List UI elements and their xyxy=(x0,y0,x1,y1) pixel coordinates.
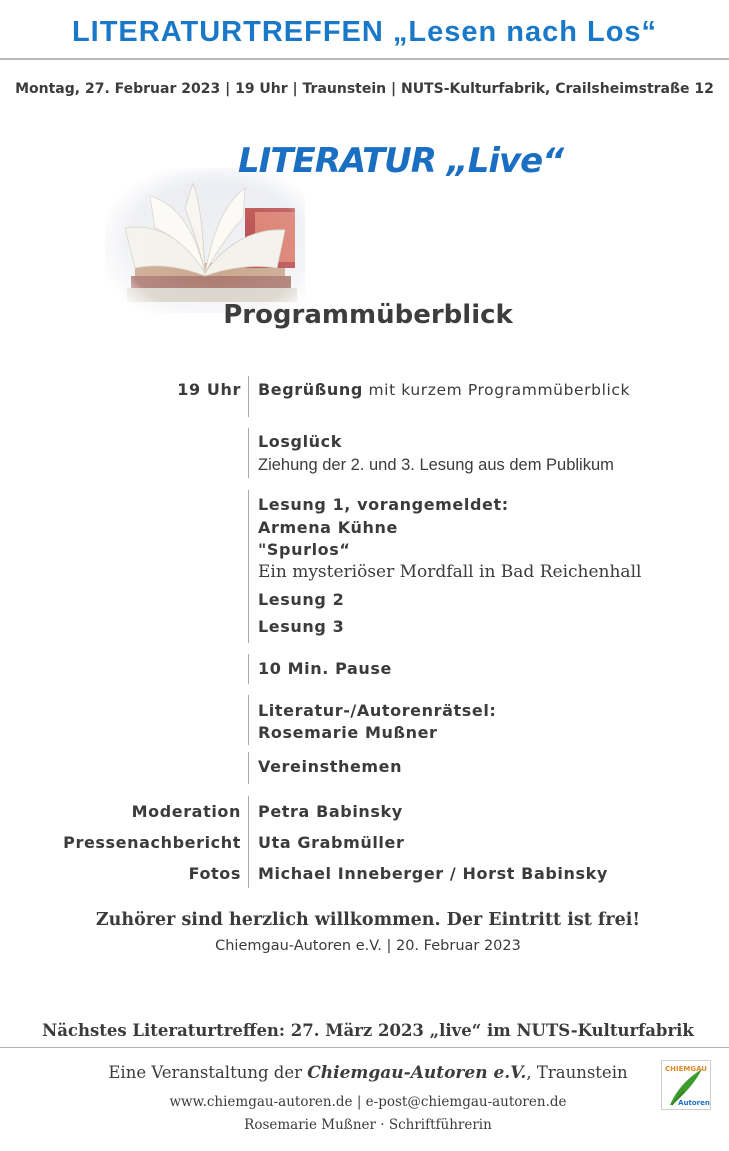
separator-line xyxy=(248,752,249,784)
logo-top-text: CHIEMGAU xyxy=(665,1065,707,1073)
separator-line xyxy=(248,796,249,888)
credit-value: Uta Grabmüller xyxy=(258,833,405,852)
separator-line xyxy=(248,695,249,745)
separator-line xyxy=(248,376,249,417)
organization-date: Chiemgau-Autoren e.V. | 20. Februar 2023 xyxy=(215,938,521,954)
credit-label: Fotos xyxy=(188,864,241,883)
separator-line xyxy=(248,490,249,643)
quill-icon xyxy=(662,1061,710,1109)
program-heading: Programmüberblick xyxy=(223,300,513,330)
organizer-suffix: , Traunstein xyxy=(526,1063,628,1082)
credit-label: Moderation xyxy=(131,802,241,821)
reading2-title: Lesung 2 xyxy=(258,590,345,609)
chiemgau-autoren-logo xyxy=(661,1060,711,1110)
reading1-work: "Spurlos“ xyxy=(258,540,351,559)
quiz-title: Literatur-/Autorenrätsel: xyxy=(258,701,497,720)
start-time: 19 Uhr xyxy=(177,380,241,399)
welcome-entry xyxy=(258,380,630,399)
organizer-name: Chiemgau-Autoren e.V. xyxy=(307,1063,527,1083)
welcome-bold: Begrüßung xyxy=(258,380,363,399)
losglueck-description: Ziehung der 2. und 3. Lesung aus dem Publikum xyxy=(258,456,614,474)
club-topics-entry: Vereinsthemen xyxy=(258,757,403,776)
separator-line xyxy=(248,654,249,684)
open-book-image xyxy=(105,168,305,313)
reading1-title: Lesung 1, vorangemeldet: xyxy=(258,495,509,514)
header-divider xyxy=(0,58,729,60)
credit-label: Pressenachbericht xyxy=(63,833,241,852)
reading1-author: Armena Kühne xyxy=(258,518,398,537)
credit-value: Michael Inneberger / Horst Babinsky xyxy=(258,864,608,883)
reading3-title: Lesung 3 xyxy=(258,617,345,636)
event-details: Montag, 27. Februar 2023 | 19 Uhr | Traunstein | NUTS-Kulturfabrik, Crailsheimstraße 12 xyxy=(15,81,714,97)
contact-links: www.chiemgau-autoren.de | e-post@chiemgau-autoren.de xyxy=(169,1094,567,1110)
organizer-line xyxy=(0,1063,729,1083)
credit-value: Petra Babinsky xyxy=(258,802,403,821)
pause-entry: 10 Min. Pause xyxy=(258,659,392,678)
separator-line xyxy=(248,428,249,478)
logo-bottom-text: Autoren xyxy=(678,1099,710,1107)
losglueck-title: Losglück xyxy=(258,432,342,451)
organizer-prefix: Eine Veranstaltung der xyxy=(108,1063,308,1082)
quiz-host: Rosemarie Mußner xyxy=(258,723,438,742)
footer-divider xyxy=(0,1047,729,1048)
literatur-live-logo-text: LITERATUR „Live“ xyxy=(238,141,564,181)
next-meeting-note: Nächstes Literaturtreffen: 27. März 2023 „live“ im NUTS-Kulturfabrik xyxy=(42,1021,694,1040)
secretary-line: Rosemarie Mußner · Schriftführerin xyxy=(244,1117,492,1133)
document-title: LITERATURTREFFEN „Lesen nach Los“ xyxy=(71,16,658,48)
reading1-description: Ein mysteriöser Mordfall in Bad Reichenhall xyxy=(258,562,642,582)
welcome-note: Zuhörer sind herzlich willkommen. Der Eintritt ist frei! xyxy=(95,910,641,930)
welcome-rest: mit kurzem Programmüberblick xyxy=(362,381,631,399)
